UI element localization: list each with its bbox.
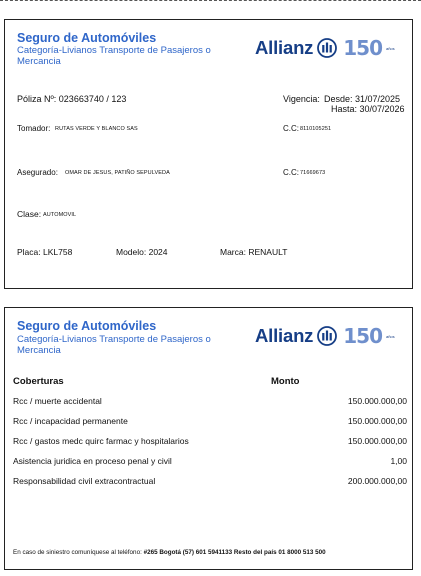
page-top-dashed-border (0, 0, 421, 1)
clase-label: Clase: (17, 209, 42, 219)
anniversary-years-label: años (385, 45, 395, 51)
coverage-row (13, 476, 407, 488)
clase-value: AUTOMOVIL (43, 212, 77, 218)
coverage-row (13, 396, 407, 408)
allianz-wordmark: Allianz (255, 37, 314, 58)
anniversary-150-mark: 150 (343, 36, 382, 60)
policy-number: Póliza Nº: 023663740 / 123 (17, 94, 127, 104)
vigencia-desde: Desde: 31/07/2025 (324, 94, 401, 104)
card-title: Seguro de Automóviles (17, 31, 157, 45)
tomador-cc-value: 8110105251 (300, 126, 332, 132)
coverage-row (13, 436, 407, 448)
tomador-cc-label: C.C: (283, 124, 299, 133)
monto-header: Monto (271, 376, 300, 387)
placa-field: Placa: LKL758 (17, 247, 73, 257)
coverage-name: Rcc / incapacidad permanente (13, 416, 128, 426)
claims-contact-text: En caso de siniestro comuníquese al teléfono: (13, 549, 144, 556)
claims-phone-numbers: #265 Bogotá (57) 601 5941133 Resto del país 01 8000 513 500 (143, 549, 326, 556)
allianz-eagle-icon (317, 38, 337, 58)
coverage-card (4, 307, 413, 570)
allianz-logo (255, 324, 395, 348)
asegurado-cc-value: 71669673 (300, 170, 326, 176)
card-subtitle: Categoría-Livianos Transporte de Pasajeros o Mercancia (17, 334, 211, 356)
coverage-name: Rcc / muerte accidental (13, 396, 102, 406)
coverage-amount: 200.000.000,00 (347, 476, 407, 486)
allianz-eagle-icon (317, 326, 337, 346)
coverage-row (13, 416, 407, 428)
marca-field: Marca: RENAULT (220, 247, 288, 257)
asegurado-label: Asegurado: (17, 168, 58, 177)
allianz-logo (255, 36, 395, 60)
coverage-amount: 150.000.000,00 (347, 416, 407, 426)
vigencia-label: Vigencia: (283, 94, 320, 104)
tomador-label: Tomador: (17, 124, 51, 133)
asegurado-value: OMAR DE JESUS, PATIÑO SEPULVEDA (65, 170, 170, 176)
modelo-field: Modelo: 2024 (116, 247, 168, 257)
coverage-name: Rcc / gastos medc quirc farmac y hospitalarios (13, 436, 189, 446)
card-subtitle: Categoría-Livianos Transporte de Pasajeros o Mercancia (17, 45, 211, 67)
coverage-amount: 150.000.000,00 (347, 436, 407, 446)
coverage-amount: 1,00 (390, 456, 407, 466)
anniversary-150-mark: 150 (343, 324, 382, 348)
coverage-amount: 150.000.000,00 (347, 396, 407, 406)
coberturas-header: Coberturas (13, 376, 64, 387)
tomador-value: RUTAS VERDE Y BLANCO SAS (55, 126, 138, 132)
coverage-name: Responsabilidad civil extracontractual (13, 476, 156, 486)
anniversary-years-label: años (385, 333, 395, 339)
card-title: Seguro de Automóviles (17, 319, 157, 333)
asegurado-cc-label: C.C: (283, 168, 299, 177)
vigencia-hasta: Hasta: 30/07/2026 (331, 104, 405, 114)
allianz-wordmark: Allianz (255, 325, 314, 346)
coverage-name: Asistencia juridica en proceso penal y civil (13, 456, 172, 466)
coverage-row (13, 456, 407, 468)
claims-contact-footer (13, 549, 326, 556)
policy-card (4, 19, 413, 289)
